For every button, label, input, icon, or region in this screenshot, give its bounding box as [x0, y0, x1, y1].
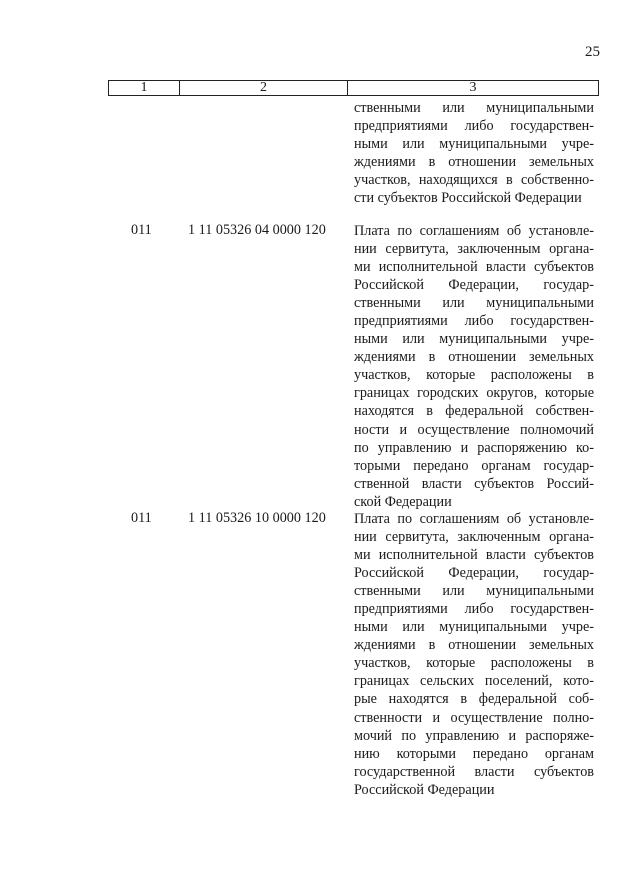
row-2-income-code: 1 11 05326 10 0000 120: [188, 510, 326, 526]
row-2-description-line: Российской Федерации, государ-: [354, 565, 594, 582]
table-header-col-1: 1: [109, 81, 180, 95]
row-1-description-line: Российской Федерации, государ-: [354, 277, 594, 294]
row-1-description-line: участков, которые расположены в: [354, 367, 594, 384]
row-2-description-line: рые находятся в федеральной соб-: [354, 691, 594, 708]
row-1-description-line: ждениями в отношении земельных: [354, 349, 594, 366]
row-1-description-line: ными или муниципальными учре-: [354, 331, 594, 348]
continuation-line: ными или муниципальными учре-: [354, 136, 594, 153]
continuation-line: предприятиями либо государствен-: [354, 118, 594, 135]
row-2-description-line: нию которыми передано органам: [354, 745, 594, 762]
row-1-description-line: ности и осуществление полномочий: [354, 421, 594, 438]
row-2-description-line: участков, которые расположены в: [354, 655, 594, 672]
continuation-line: ственными или муниципальными: [354, 100, 594, 116]
continuation-line: ждениями в отношении земельных: [354, 154, 594, 171]
row-2-description: [354, 510, 594, 799]
row-1-description-line: границах городских округов, которые: [354, 385, 594, 402]
table-header-col-2: 2: [180, 81, 348, 95]
row-1-description-line: ственной власти субъектов Россий-: [354, 475, 594, 492]
continuation-line: сти субъектов Российской Федерации: [354, 190, 582, 207]
table-header-col-3: 3: [469, 80, 477, 95]
row-1-description-line: предприятиями либо государствен-: [354, 313, 594, 330]
row-1-description-line: нии сервитута, заключенным органа-: [354, 241, 594, 258]
continuation-description: [354, 99, 594, 207]
table-header-row: [108, 80, 599, 96]
row-2-description-line: государственной власти субъектов: [354, 763, 594, 780]
row-1-description: [354, 222, 594, 511]
row-2-description-line: ственности и осуществление полно-: [354, 709, 594, 726]
continuation-line: участков, находящихся в собственно-: [354, 172, 594, 189]
row-2-description-line: нии сервитута, заключенным органа-: [354, 529, 594, 546]
row-1-income-code: 1 11 05326 04 0000 120: [188, 222, 326, 238]
row-2-description-line: ми исполнительной власти субъектов: [354, 547, 594, 564]
row-2-description-line: ственными или муниципальными: [354, 583, 594, 600]
row-2-description-line: границах сельских поселений, кото-: [354, 673, 594, 690]
row-2-description-line: Плата по соглашениям об установле-: [354, 511, 594, 527]
row-1-description-line: по управлению и распоряжению ко-: [354, 439, 594, 456]
row-2-description-line: предприятиями либо государствен-: [354, 601, 594, 618]
row-2-description-line: Российской Федерации: [354, 781, 495, 798]
row-1-description-line: ственными или муниципальными: [354, 295, 594, 312]
row-1-description-line: торыми передано органам государ-: [354, 457, 594, 474]
row-2-description-line: ждениями в отношении земельных: [354, 637, 594, 654]
row-1-description-line: ми исполнительной власти субъектов: [354, 259, 594, 276]
row-2-description-line: ными или муниципальными учре-: [354, 619, 594, 636]
row-1-description-line: Плата по соглашениям об установле-: [354, 223, 594, 239]
row-1-description-line: находятся в федеральной собствен-: [354, 403, 594, 420]
row-1-description-line: ской Федерации: [354, 493, 452, 510]
row-1-admin-code: 011: [131, 222, 152, 238]
row-2-admin-code: 011: [131, 510, 152, 526]
page-number: 25: [585, 44, 600, 60]
row-2-description-line: мочий по управлению и распоряже-: [354, 727, 594, 744]
